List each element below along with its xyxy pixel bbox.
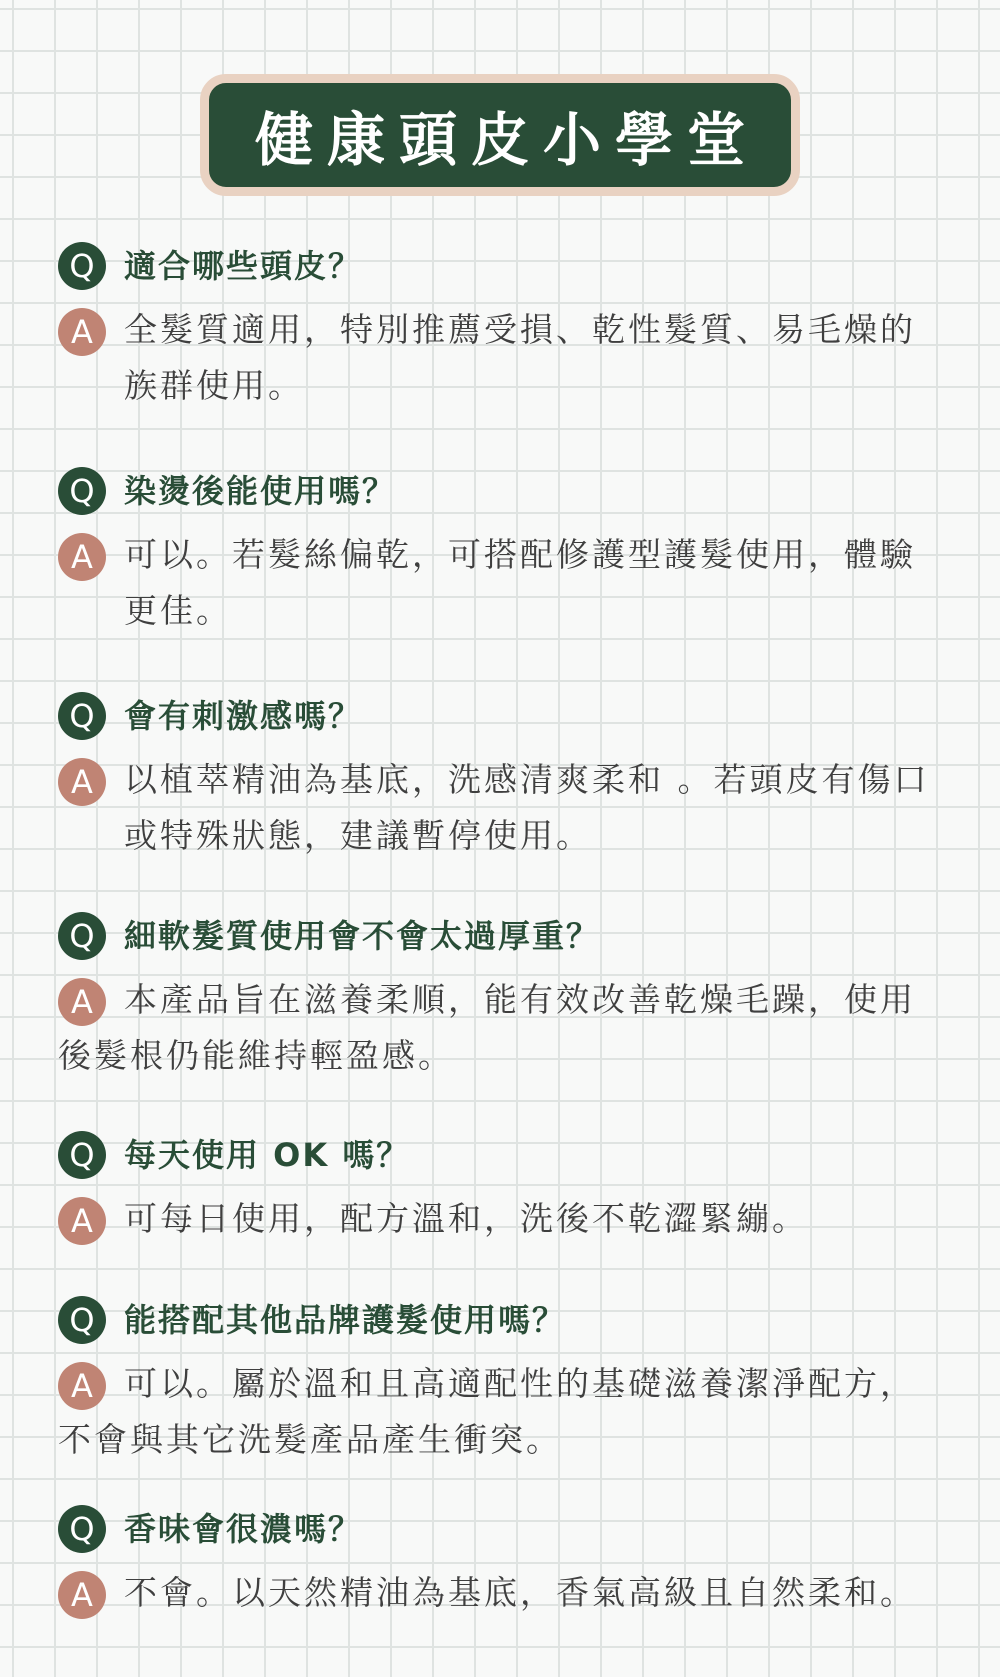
answer-text: 不會。以天然精油為基底，香氣高級且自然柔和。 bbox=[124, 1573, 916, 1612]
faq-item bbox=[58, 692, 938, 864]
question-badge: Q bbox=[58, 692, 106, 740]
faq-item bbox=[58, 467, 938, 639]
answer-text: 以植萃精油為基底，洗感清爽柔和 。若頭皮有傷口或特殊狀態，建議暫停使用。 bbox=[124, 760, 930, 855]
answer-badge: A bbox=[58, 308, 106, 356]
answer-text: 本產品旨在滋養柔順，能有效改善乾燥毛躁，使用後髮根仍能維持輕盈感。 bbox=[58, 980, 916, 1075]
question-row bbox=[58, 1505, 938, 1553]
question-text: 香味會很濃嗎？ bbox=[124, 1510, 363, 1548]
answer-row bbox=[58, 752, 938, 864]
answer-text: 可以。屬於溫和且高適配性的基礎滋養潔淨配方，不會與其它洗髮產品產生衝突。 bbox=[58, 1364, 916, 1459]
question-text: 細軟髮質使用會不會太過厚重？ bbox=[124, 917, 601, 955]
answer-row bbox=[58, 1191, 938, 1247]
question-badge: Q bbox=[58, 242, 106, 290]
faq-item bbox=[58, 912, 938, 1084]
question-row bbox=[58, 1131, 938, 1179]
question-row bbox=[58, 242, 938, 290]
question-text: 適合哪些頭皮？ bbox=[124, 247, 363, 285]
question-badge: Q bbox=[58, 1131, 106, 1179]
answer-row bbox=[58, 1565, 938, 1621]
answer-row bbox=[58, 527, 938, 639]
answer-row bbox=[58, 1356, 938, 1468]
question-badge: Q bbox=[58, 1505, 106, 1553]
question-row bbox=[58, 912, 938, 960]
answer-badge: A bbox=[58, 533, 106, 581]
answer-badge: A bbox=[58, 1571, 106, 1619]
answer-badge: A bbox=[58, 978, 106, 1026]
question-badge: Q bbox=[58, 467, 106, 515]
faq-item bbox=[58, 1296, 938, 1468]
answer-text: 可每日使用，配方溫和，洗後不乾澀緊繃。 bbox=[124, 1199, 808, 1238]
question-row bbox=[58, 1296, 938, 1344]
answer-row bbox=[58, 302, 938, 414]
question-row bbox=[58, 467, 938, 515]
page-title: 健康頭皮小學堂 bbox=[254, 106, 759, 174]
answer-text: 全髮質適用，特別推薦受損、乾性髮質、易毛燥的族群使用。 bbox=[124, 310, 916, 405]
answer-badge: A bbox=[58, 1197, 106, 1245]
faq-item bbox=[58, 1505, 938, 1621]
question-text: 每天使用 OK 嗎？ bbox=[124, 1136, 411, 1174]
title-banner bbox=[200, 74, 800, 196]
answer-text: 可以。若髮絲偏乾，可搭配修護型護髮使用，體驗更佳。 bbox=[124, 535, 916, 630]
faq-item bbox=[58, 242, 938, 414]
question-text: 染燙後能使用嗎？ bbox=[124, 472, 397, 510]
answer-row bbox=[58, 972, 938, 1084]
answer-badge: A bbox=[58, 1362, 106, 1410]
question-text: 能搭配其他品牌護髮使用嗎？ bbox=[124, 1301, 567, 1339]
question-badge: Q bbox=[58, 912, 106, 960]
question-badge: Q bbox=[58, 1296, 106, 1344]
question-text: 會有刺激感嗎？ bbox=[124, 697, 363, 735]
answer-badge: A bbox=[58, 758, 106, 806]
question-row bbox=[58, 692, 938, 740]
faq-item bbox=[58, 1131, 938, 1247]
